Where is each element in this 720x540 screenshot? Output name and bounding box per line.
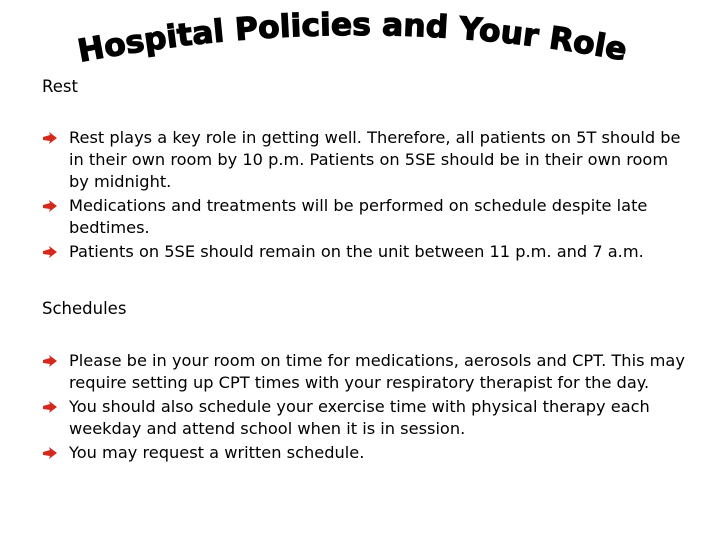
- red-arrow-bullet-icon: [42, 200, 58, 212]
- red-arrow-bullet-icon: [42, 355, 58, 367]
- list-item: Please be in your room on time for medications, aerosols and CPT. This may require setting up CPT times with your respiratory therapist for the day.: [42, 350, 692, 394]
- red-arrow-bullet-icon: [42, 447, 58, 459]
- section-heading-rest: Rest: [42, 77, 78, 96]
- list-item: Patients on 5SE should remain on the unit between 11 p.m. and 7 a.m.: [42, 241, 692, 263]
- red-arrow-bullet-icon: [42, 246, 58, 258]
- list-item: You should also schedule your exercise time with physical therapy each weekday and attend school when it is in session.: [42, 396, 692, 440]
- section-heading-schedules: Schedules: [42, 299, 127, 318]
- list-item: Medications and treatments will be performed on schedule despite late bedtimes.: [42, 195, 692, 239]
- list-item: Rest plays a key role in getting well. Therefore, all patients on 5T should be in their own room by 10 p.m. Patients on 5SE should be in their own room by midnight.: [42, 127, 692, 193]
- red-arrow-bullet-icon: [42, 401, 58, 413]
- page-title: Hospital Policies and Your Role: [74, 6, 630, 70]
- list-item: You may request a written schedule.: [42, 442, 692, 464]
- rest-bullet-list: [42, 127, 692, 265]
- schedules-bullet-list: [42, 350, 692, 466]
- red-arrow-bullet-icon: [42, 132, 58, 144]
- page-title-graphic: [0, 0, 720, 80]
